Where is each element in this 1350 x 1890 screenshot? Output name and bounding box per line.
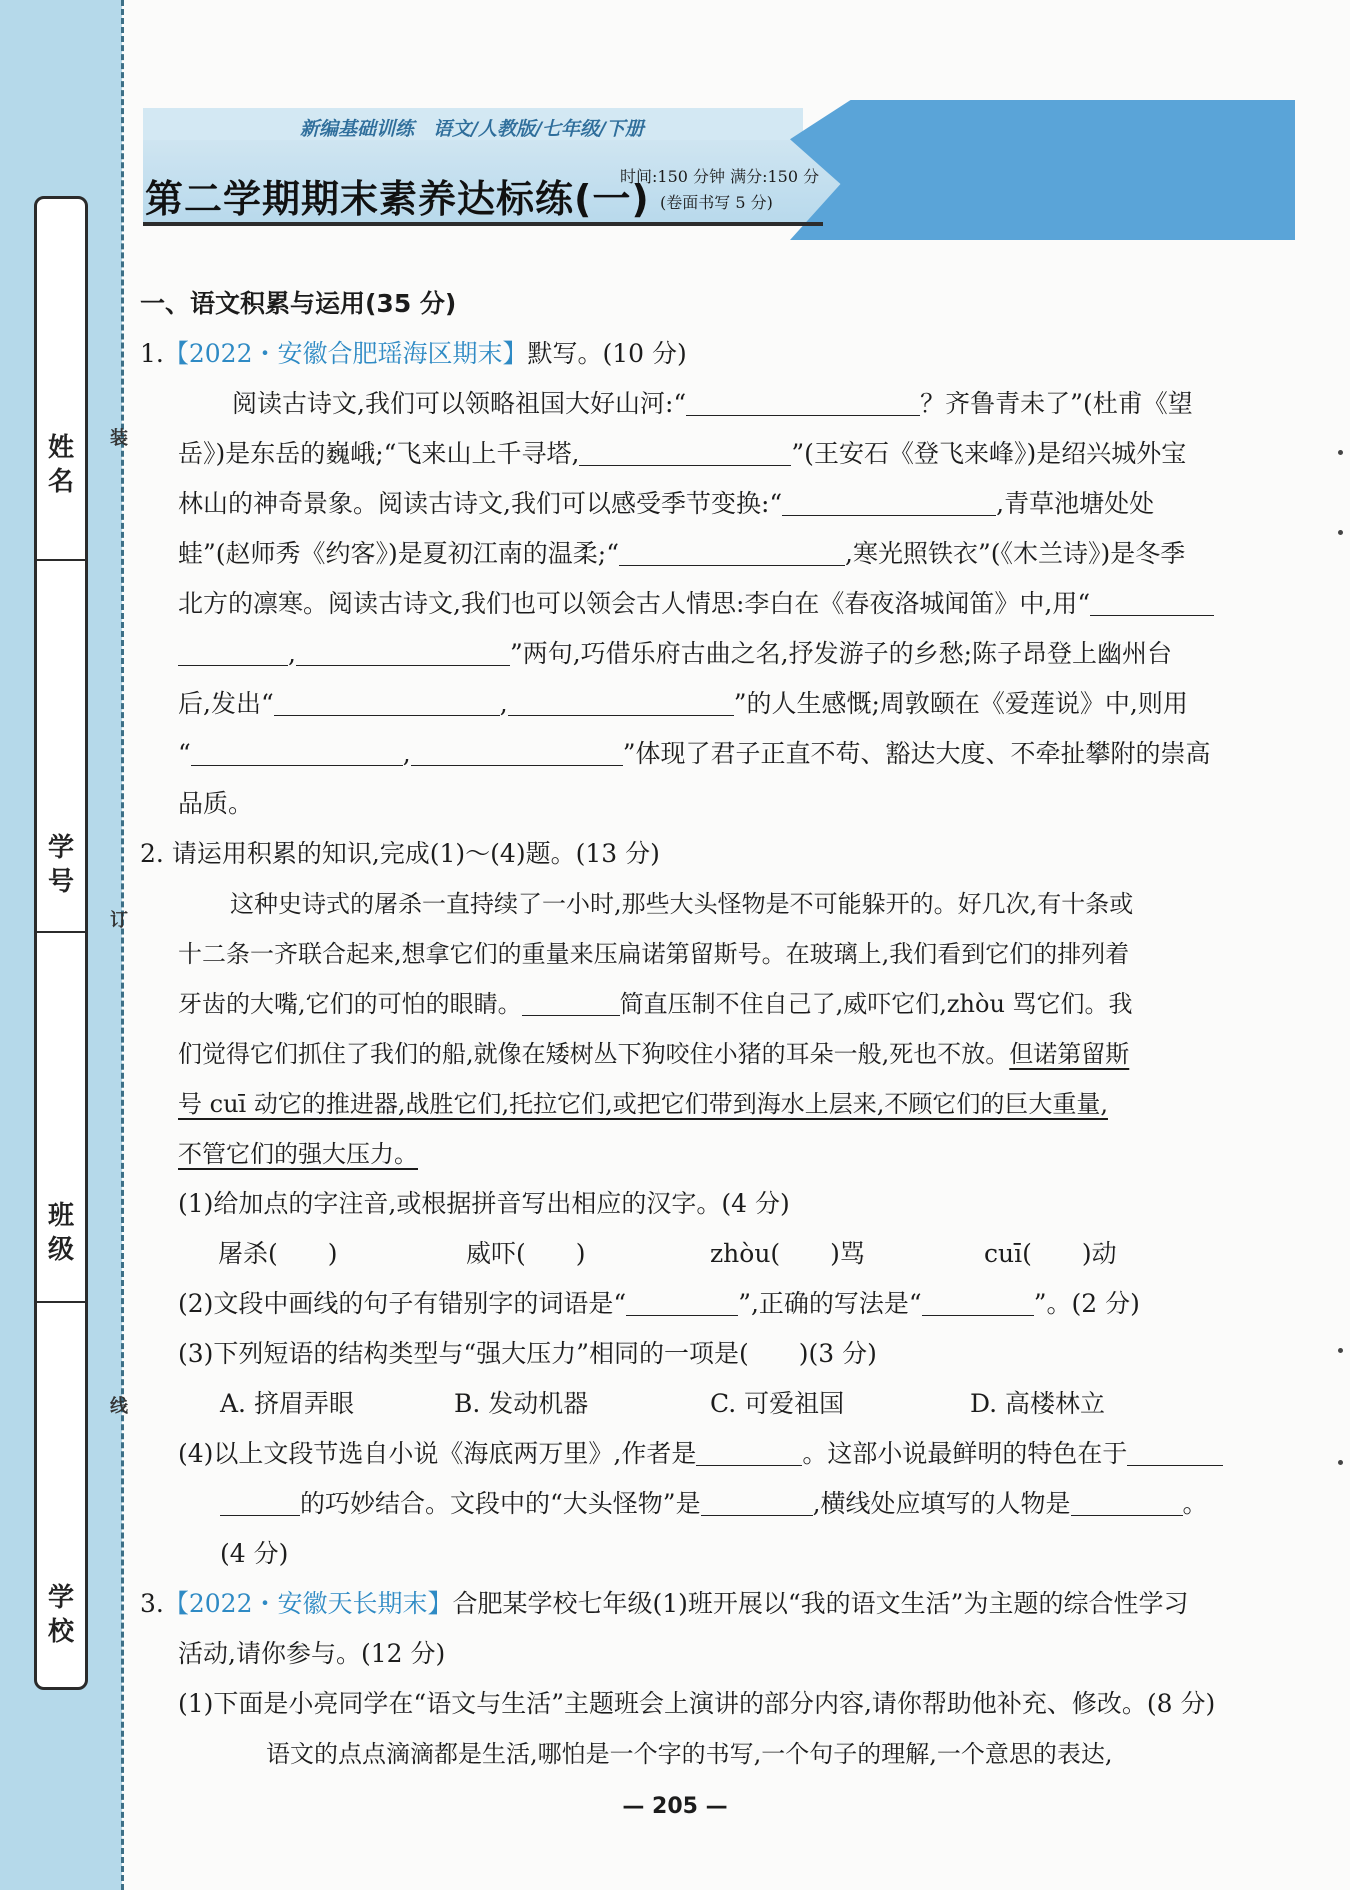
answer-blank[interactable]: [508, 689, 734, 716]
text: 。: [1182, 1489, 1208, 1518]
answer-blank[interactable]: [191, 739, 403, 766]
source-tag: 【2022・安徽合肥瑶海区期末】: [163, 339, 528, 368]
pinyin-item: zhòu( )骂: [710, 1239, 865, 1268]
student-info-box: [34, 196, 88, 1690]
question-label: 默写。(10 分): [527, 339, 687, 368]
option-d[interactable]: D. 高楼林立: [970, 1389, 1106, 1418]
student-id-label: [37, 831, 85, 899]
answer-blank[interactable]: [296, 639, 510, 666]
question-number: 3.: [140, 1589, 164, 1618]
text-line: [232, 388, 1193, 420]
sub-question-3: (3)下列短语的结构类型与“强大压力”相同的一项是( )(3 分): [178, 1339, 877, 1368]
text: 蛙”(赵师秀《约客》)是夏初江南的温柔;“: [178, 539, 619, 568]
sub-question-4: [178, 1438, 1223, 1470]
question-3-header: [140, 1588, 1188, 1620]
page-number: — 205 —: [622, 1794, 728, 1819]
class-label: [37, 1199, 85, 1267]
answer-blank[interactable]: [274, 689, 500, 716]
text: 简直压制不住自己了,威吓它们,zhòu 骂它们。我: [619, 990, 1133, 1018]
passage-line: [178, 1038, 1129, 1070]
text: ,: [402, 739, 411, 768]
edge-mark: [1338, 530, 1343, 535]
section-heading: 一、语文积累与运用(35 分): [140, 289, 457, 318]
text: ,寒光照铁衣”(《木兰诗》)是冬季: [845, 539, 1186, 568]
passage-line: 语文的点点滴滴都是生活,哪怕是一个字的书写,一个句子的理解,一个意思的表达,: [266, 1740, 1113, 1768]
text: 岳》)是东岳的巍峨;“飞来山上千寻塔,: [178, 439, 580, 468]
passage-line: 这种史诗式的屠杀一直持续了一小时,那些大头怪物是不可能躲开的。好几次,有十条或: [230, 890, 1134, 918]
school-label-text: 学校: [48, 1583, 75, 1647]
answer-blank[interactable]: [782, 489, 996, 516]
question-1-header: [140, 338, 687, 370]
student-id-label-text: 学号: [48, 833, 75, 897]
answer-blank[interactable]: [922, 1289, 1034, 1316]
text: ”(王安石《登飞来峰》)是绍兴城外宝: [791, 439, 1187, 468]
option-c[interactable]: C. 可爱祖国: [710, 1389, 845, 1418]
option-a[interactable]: A. 挤眉弄眼: [220, 1389, 354, 1418]
text: ,横线处应填写的人物是: [812, 1489, 1071, 1518]
underlined-passage-line: 不管它们的强大压力。: [178, 1140, 418, 1168]
text: 后,发出“: [178, 689, 274, 718]
text: 北方的凛寒。阅读古诗文,我们也可以领会古人情思:李白在《春夜洛城闻笛》中,用“: [178, 589, 1091, 618]
exam-time-score: 时间:150 分钟 满分:150 分: [620, 167, 820, 186]
text: 林山的神奇景象。阅读古诗文,我们可以感受季节变换:“: [178, 489, 783, 518]
answer-blank[interactable]: [1090, 589, 1214, 616]
text-line: [178, 438, 1186, 470]
text: 。这部小说最鲜明的特色在于: [802, 1439, 1128, 1468]
pinyin-item: 屠杀( ): [218, 1239, 338, 1268]
divider: [37, 1301, 85, 1303]
text: (2)文段中画线的句子有错别字的词语是“: [178, 1289, 627, 1318]
bind-mark-xian: 线: [110, 1396, 128, 1417]
answer-blank[interactable]: [579, 439, 791, 466]
underlined-passage-line: 号 cuī 动它的推进器,战胜它们,托拉它们,或把它们带到海水上层来,不顾它们的巨大重量,: [178, 1090, 1108, 1118]
text-line: [178, 538, 1185, 570]
sub-question-4-score: (4 分): [220, 1539, 289, 1568]
answer-blank[interactable]: [696, 1439, 802, 1466]
answer-blank[interactable]: [1071, 1489, 1183, 1516]
text-line: [178, 688, 1188, 720]
sub-question-1: (1)下面是小亮同学在“语文与生活”主题班会上演讲的部分内容,请你帮助他补充、修改。(8 分): [178, 1689, 1216, 1718]
edge-mark: [1338, 1460, 1343, 1465]
cut-line: [121, 0, 124, 1890]
passage-line: 十二条一齐联合起来,想拿它们的重量来压扁诺第留斯号。在玻璃上,我们看到它们的排列着: [178, 940, 1130, 968]
text: “: [178, 739, 191, 768]
name-label-text: 姓名: [48, 433, 75, 497]
page-title: 第二学期期末素养达标练(一): [145, 177, 650, 221]
answer-blank[interactable]: [522, 989, 620, 1016]
text-line: [178, 488, 1154, 520]
answer-blank[interactable]: [619, 539, 845, 566]
bind-mark-zhuang: 装: [110, 428, 128, 449]
edge-mark: [1338, 1348, 1343, 1353]
handwriting-score: (卷面书写 5 分): [660, 193, 773, 212]
text-line: [178, 638, 1172, 670]
text: 合肥某学校七年级(1)班开展以“我的语文生活”为主题的综合性学习: [452, 1589, 1189, 1618]
answer-blank[interactable]: [220, 1489, 300, 1516]
question-number: 2.: [140, 839, 164, 868]
sub-question-4-cont: [220, 1488, 1208, 1520]
sub-question-2: [178, 1288, 1140, 1320]
text-line: [178, 738, 1211, 770]
sub-question-1: (1)给加点的字注音,或根据拼音写出相应的汉字。(4 分): [178, 1189, 790, 1218]
source-tag: 【2022・安徽天长期末】: [163, 1589, 453, 1618]
text: 阅读古诗文,我们可以领略祖国大好山河:“: [232, 389, 687, 418]
question-number: 1.: [140, 339, 164, 368]
text: ”,正确的写法是“: [738, 1289, 922, 1318]
text: ”的人生感慨;周敦颐在《爱莲说》中,则用: [733, 689, 1188, 718]
pinyin-item: 威吓( ): [466, 1239, 586, 1268]
name-label: [37, 431, 85, 499]
underlined-text: 但诺第留斯: [1009, 1040, 1130, 1068]
option-b[interactable]: B. 发动机器: [454, 1389, 589, 1418]
text: 的巧妙结合。文段中的“大头怪物”是: [300, 1489, 701, 1518]
question-2-header: [140, 838, 660, 870]
pinyin-item: cuī( )动: [984, 1239, 1117, 1268]
divider: [37, 931, 85, 933]
divider: [37, 559, 85, 561]
class-label-text: 班级: [48, 1201, 75, 1265]
answer-blank[interactable]: [178, 639, 288, 666]
text: ,青草池塘处处: [996, 489, 1155, 518]
answer-blank[interactable]: [1127, 1439, 1223, 1466]
text-line: [178, 588, 1214, 620]
text: 们觉得它们抓住了我们的船,就像在矮树丛下狗咬住小猪的耳朵一般,死也不放。: [178, 1040, 1010, 1068]
text: ,: [288, 639, 296, 668]
text-line: 品质。: [178, 789, 254, 818]
edge-mark: [1338, 450, 1343, 455]
text: ”体现了君子正直不苟、豁达大度、不牵扯攀附的崇高: [622, 739, 1211, 768]
text: ”。(2 分): [1033, 1289, 1140, 1318]
series-title: 新编基础训练 语文/人教版/七年级/下册: [300, 118, 644, 140]
text: ,: [499, 689, 508, 718]
answer-blank[interactable]: [411, 739, 623, 766]
text: (4)以上文段节选自小说《海底两万里》,作者是: [178, 1439, 697, 1468]
answer-blank[interactable]: [686, 389, 920, 416]
answer-blank[interactable]: [626, 1289, 738, 1316]
passage-line: [178, 988, 1133, 1020]
school-label: [37, 1581, 85, 1649]
text: ？齐鲁青未了”(杜甫《望: [920, 389, 1193, 418]
answer-blank[interactable]: [701, 1489, 813, 1516]
question-label: 请运用积累的知识,完成(1)～(4)题。(13 分): [171, 839, 660, 868]
text: 牙齿的大嘴,它们的可怕的眼睛。: [178, 990, 522, 1018]
text-line: 活动,请你参与。(12 分): [178, 1639, 446, 1668]
text: ”两句,巧借乐府古曲之名,抒发游子的乡愁;陈子昂登上幽州台: [509, 639, 1173, 668]
bind-mark-ding: 订: [110, 910, 128, 931]
page-number-value: 205: [652, 1794, 698, 1819]
header-accent-shape: [790, 100, 1295, 240]
